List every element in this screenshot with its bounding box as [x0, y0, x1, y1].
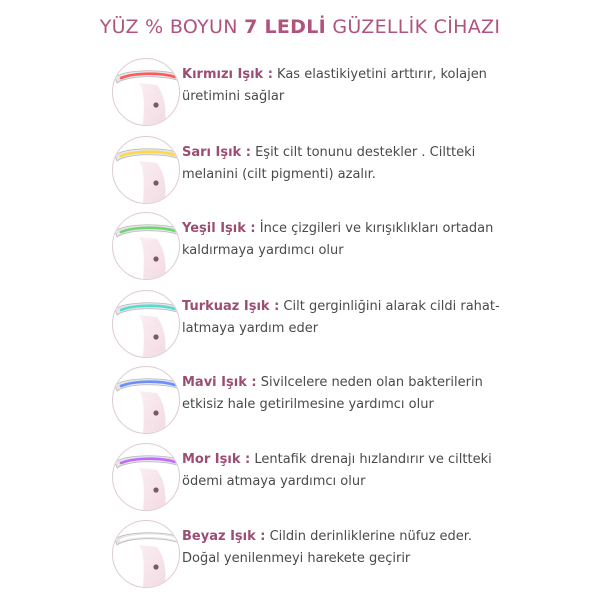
device-handle	[139, 161, 166, 203]
light-text-line-1: Lentafik drenajı hızlandırır ve ciltteki	[254, 452, 492, 467]
device-handle	[139, 468, 166, 510]
light-description	[182, 218, 592, 262]
device-handle	[139, 545, 166, 587]
device-button	[153, 334, 158, 339]
device-thumbnail	[112, 443, 180, 511]
light-description	[182, 526, 592, 570]
light-text-line-1: Eşit cilt tonunu destekler . Ciltteki	[255, 145, 476, 160]
light-item-white	[112, 520, 582, 594]
device-thumbnail	[112, 212, 180, 280]
light-description	[182, 296, 592, 340]
device-thumbnail	[112, 58, 180, 126]
device-thumbnail	[112, 290, 180, 358]
neck-device-icon	[113, 59, 179, 125]
device-handle	[139, 315, 166, 357]
device-thumbnail	[112, 136, 180, 204]
light-item-green	[112, 212, 582, 286]
light-item-blue	[112, 366, 582, 440]
light-label: Turkuaz Işık :	[182, 299, 280, 314]
light-item-yellow	[112, 136, 582, 210]
light-description	[182, 449, 592, 493]
device-handle	[139, 391, 166, 433]
neck-device-icon	[113, 291, 179, 357]
device-thumbnail	[112, 366, 180, 434]
light-text-line-2: melanini (cilt pigmenti) azalır.	[182, 167, 376, 182]
title-part-3: GÜZELLİK CİHAZI	[332, 16, 501, 38]
device-button	[153, 564, 158, 569]
device-button	[153, 487, 158, 492]
light-item-turquoise	[112, 290, 582, 364]
light-label: Yeşil Işık :	[182, 221, 256, 236]
light-label: Mor Işık :	[182, 452, 251, 467]
device-button	[153, 256, 158, 261]
light-text-line-2: etkisiz hale getirilmesine yardımcı olur	[182, 397, 434, 412]
title-part-1: YÜZ % BOYUN	[99, 16, 238, 38]
light-text-line-2: kaldırmaya yardımcı olur	[182, 243, 344, 258]
device-button	[153, 410, 158, 415]
light-description	[182, 372, 592, 416]
neck-device-icon	[113, 367, 179, 433]
device-button	[153, 102, 158, 107]
light-description	[182, 64, 592, 108]
light-text-line-2: Doğal yenilenmeyi harekete geçirir	[182, 551, 411, 566]
light-label: Kırmızı Işık :	[182, 67, 273, 82]
light-text-line-1: Cildin derinliklerine nüfuz eder.	[269, 529, 473, 544]
device-handle	[139, 83, 166, 125]
light-text-line-1: İnce çizgileri ve kırışıklıkları ortadan	[259, 221, 494, 236]
device-thumbnail	[112, 520, 180, 588]
title-part-2: 7 LEDLİ	[244, 16, 327, 38]
light-text-line-1: Kas elastikiyetini arttırır, kolajen	[277, 67, 487, 82]
neck-device-icon	[113, 137, 179, 203]
light-text-line-2: üretimini sağlar	[182, 89, 285, 104]
neck-device-icon	[113, 444, 179, 510]
light-label: Beyaz Işık :	[182, 529, 266, 544]
light-text-line-2: latmaya yardım eder	[182, 321, 319, 336]
neck-device-icon	[113, 521, 179, 587]
light-label: Mavi Işık :	[182, 375, 257, 390]
device-button	[153, 180, 158, 185]
light-item-purple	[112, 443, 582, 517]
light-label: Sarı Işık :	[182, 145, 251, 160]
light-text-line-1: Cilt gerginliğini alarak cildi rahat-	[283, 299, 500, 314]
device-handle	[139, 237, 166, 279]
page-title	[0, 16, 600, 38]
light-text-line-1: Sivilcelere neden olan bakterilerin	[260, 375, 483, 390]
light-text-line-2: ödemi atmaya yardımcı olur	[182, 474, 366, 489]
light-description	[182, 142, 592, 186]
neck-device-icon	[113, 213, 179, 279]
light-item-red	[112, 58, 582, 132]
